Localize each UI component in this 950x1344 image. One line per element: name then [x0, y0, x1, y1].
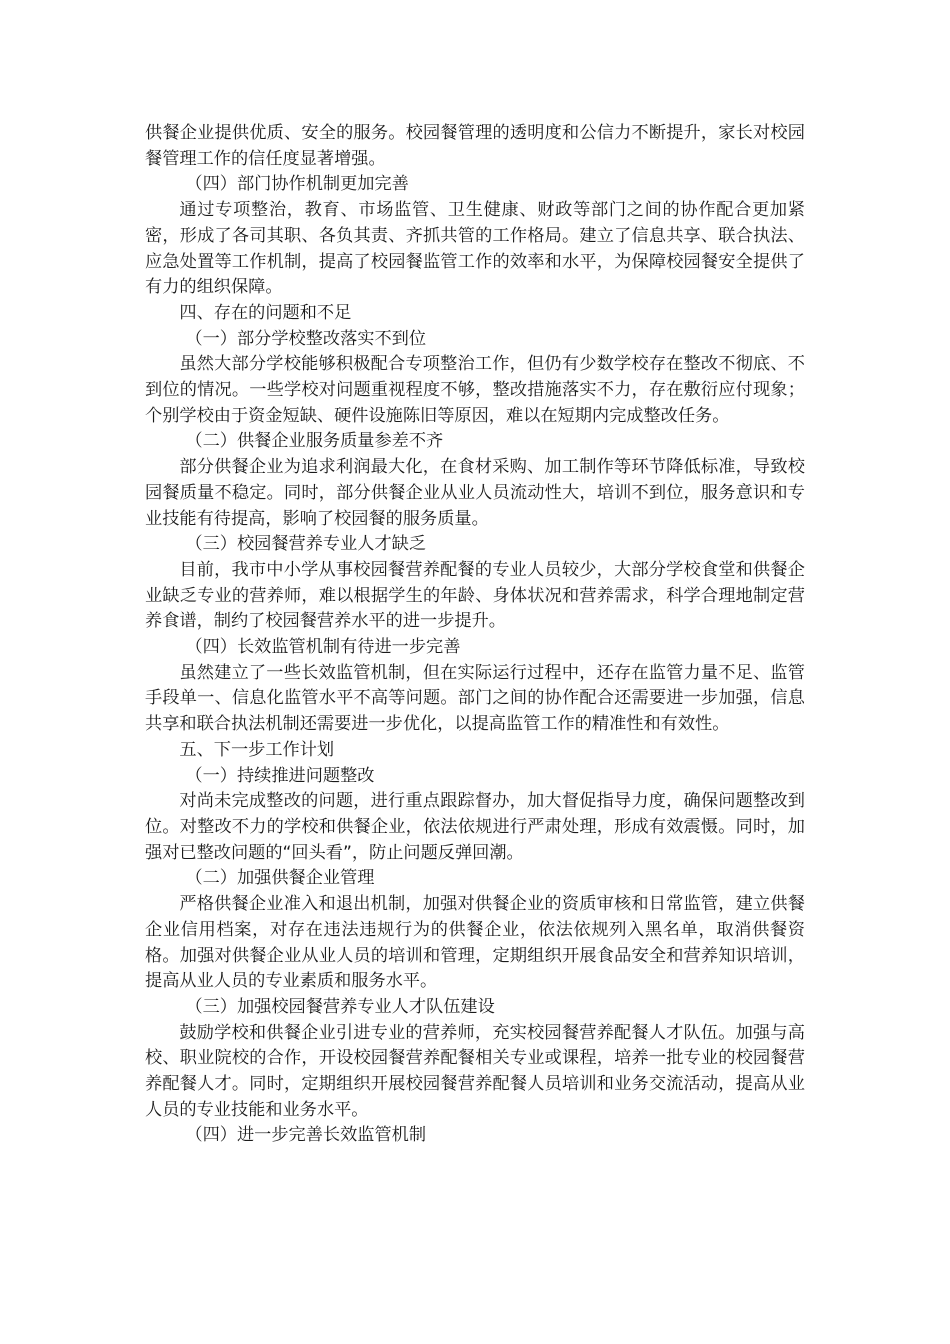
- subheading-2-service-quality: （二）供餐企业服务质量参差不齐: [185, 431, 444, 452]
- subheading-3-nutrition-talent: （三）校园餐营养专业人才缺乏: [185, 534, 427, 555]
- subheading-4-improve-mechanism: （四）进一步完善长效监管机制: [185, 1125, 427, 1146]
- paragraph-service-quality: 部分供餐企业为追求利润最大化，在食材采购、加工制作等环节降低标准，导致校园餐质量不稳定。同时，部分供餐企业从业人员流动性大，培训不到位，服务意识和专业技能有待提高，影响了校园餐的服务质量。: [145, 457, 805, 529]
- paragraph-continued: 供餐企业提供优质、安全的服务。校园餐管理的透明度和公信力不断提升，家长对校园餐管理工作的信任度显著增强。: [145, 123, 805, 169]
- paragraph-supplier-management: 严格供餐企业准入和退出机制，加强对供餐企业的资质审核和日常监管，建立供餐企业信用档案，对存在违法违规行为的供餐企业，依法依规列入黑名单，取消供餐资格。加强对供餐企业从业人员的培训和管理，定期组织开展食品安全和营养知识培训，提高从业人员的专业素质和服务水平。: [145, 894, 805, 992]
- document-body: [145, 121, 805, 1149]
- subheading-1-rectification: （一）部分学校整改落实不到位: [185, 328, 427, 349]
- subheading-4-long-term-supervision: （四）长效监管机制有待进一步完善: [185, 637, 461, 658]
- section-heading-problems: 四、存在的问题和不足: [179, 302, 352, 323]
- subheading-3-talent-building: （三）加强校园餐营养专业人才队伍建设: [185, 996, 495, 1017]
- subheading-2-supplier-management: （二）加强供餐企业管理: [185, 868, 375, 889]
- paragraph-coordination: 通过专项整治，教育、市场监管、卫生健康、财政等部门之间的协作配合更加紧密，形成了各司其职、各负其责、齐抓共管的工作格局。建立了信息共享、联合执法、应急处置等工作机制，提高了校园餐监管工作的效率和水平，为保障校园餐安全提供了有力的组织保障。: [145, 200, 805, 298]
- paragraph-talent-building: 鼓励学校和供餐企业引进专业的营养师，充实校园餐营养配餐人才队伍。加强与高校、职业院校的合作，开设校园餐营养配餐相关专业或课程，培养一批专业的校园餐营养配餐人才。同时，定期组织开展校园餐营养配餐人员培训和业务交流活动，提高从业人员的专业技能和业务水平。: [145, 1022, 805, 1120]
- paragraph-rectification: 虽然大部分学校能够积极配合专项整治工作，但仍有少数学校存在整改不彻底、不到位的情况。一些学校对问题重视程度不够，整改措施落实不力，存在敷衍应付现象；个别学校由于资金短缺、硬件设施陈旧等原因，难以在短期内完成整改任务。: [145, 354, 805, 426]
- paragraph-continue-rectification: 对尚未完成整改的问题，进行重点跟踪督办，加大督促指导力度，确保问题整改到位。对整改不力的学校和供餐企业，依法依规进行严肃处理，形成有效震慑。同时，加强对已整改问题的“回头看”，防止问题反弹回潮。: [145, 791, 805, 863]
- section-heading-next-steps: 五、下一步工作计划: [179, 739, 335, 760]
- subheading-4-coordination: （四）部门协作机制更加完善: [185, 174, 409, 195]
- paragraph-nutrition-talent: 目前，我市中小学从事校园餐营养配餐的专业人员较少，大部分学校食堂和供餐企业缺乏专业的营养师，难以根据学生的年龄、身体状况和营养需求，科学合理地制定营养食谱，制约了校园餐营养水平的进一步提升。: [145, 559, 805, 632]
- subheading-1-continue-rectification: （一）持续推进问题整改: [185, 765, 375, 786]
- paragraph-long-term-supervision: 虽然建立了一些长效监管机制，但在实际运行过程中，还存在监管力量不足、监管手段单一、信息化监管水平不高等问题。部门之间的协作配合还需要进一步加强，信息共享和联合执法机制还需要进一步优化，以提高监管工作的精准性和有效性。: [145, 662, 805, 735]
